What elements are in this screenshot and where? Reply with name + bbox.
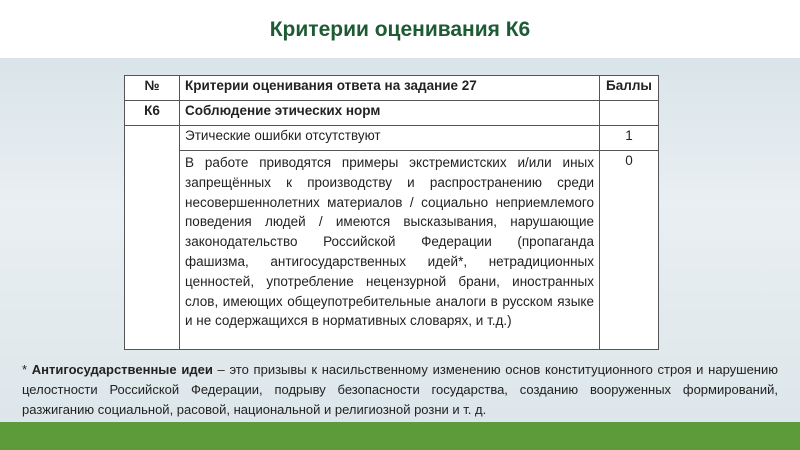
criterion-row xyxy=(125,101,659,126)
criterion-title: Соблюдение этических норм xyxy=(180,101,600,126)
table-row xyxy=(125,126,659,151)
row-description: Этические ошибки отсутствуют xyxy=(180,126,600,151)
footnote-marker: * xyxy=(22,362,32,377)
row-description: В работе приводятся примеры экстремистских и/или иных запрещённых к производству и распространению среди несовершеннолетних материалов / социально неприемлемого поведения людей / имеются высказывания, нарушающие законодательство Российской Федерации (пропаганда фашизма, антигосударственных идей*, нетрадиционных ценностей, употребление нецензурной брани, иностранных слов, имеющих общеупотребительные аналоги в русском языке и не содержащихся в нормативных словарях, и т.д.) xyxy=(180,151,600,350)
header-number: № xyxy=(125,76,180,101)
number-cell-empty xyxy=(125,126,180,350)
slide-title: Критерии оценивания К6 xyxy=(269,18,531,41)
table-row xyxy=(125,151,659,350)
footnote xyxy=(22,360,778,420)
footnote-text: – это призывы к насильственному изменению основ конституционного строя и нарушению целостности Российской Федерации, подрыву безопасности государства, созданию вооруженных формирований, разжиганию социальной, расовой, национальной и религиозной розни и т. д. xyxy=(22,362,778,417)
table-header-row xyxy=(125,76,659,101)
header-criteria: Критерии оценивания ответа на задание 27 xyxy=(180,76,600,101)
bottom-accent-bar xyxy=(0,422,800,450)
criteria-table xyxy=(124,75,659,350)
criteria-table-container xyxy=(124,75,659,350)
criterion-code: К6 xyxy=(125,101,180,126)
row-points: 1 xyxy=(600,126,659,151)
footnote-term: Антигосударственные идеи xyxy=(31,362,213,377)
criterion-points-empty xyxy=(600,101,659,126)
header-points: Баллы xyxy=(600,76,659,101)
row-points: 0 xyxy=(600,151,659,350)
